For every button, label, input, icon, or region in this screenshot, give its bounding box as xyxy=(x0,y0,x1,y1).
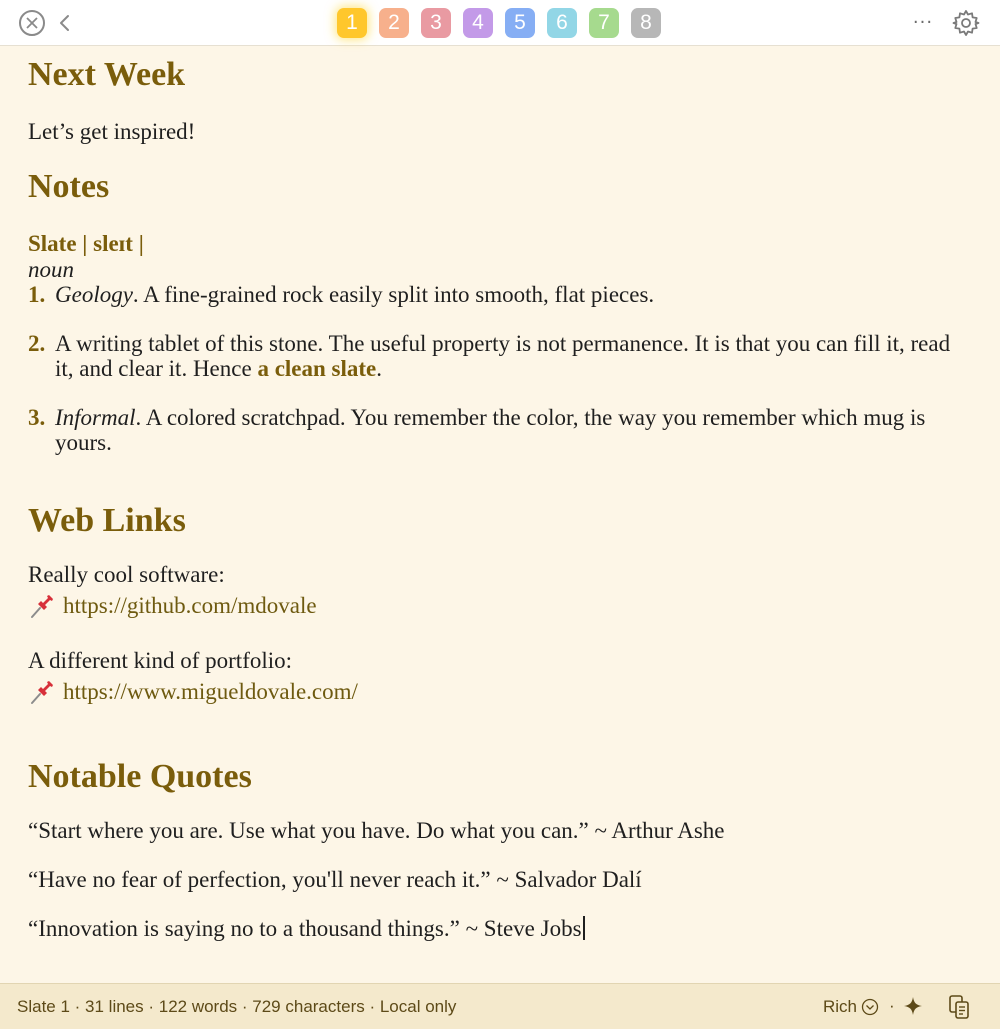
heading-web-links: Web Links xyxy=(28,502,186,539)
quote-last xyxy=(28,916,585,941)
definition-number: 2. xyxy=(28,331,46,356)
tab-1[interactable]: 1 xyxy=(337,8,367,38)
quote: “Have no fear of perfection, you'll never reach it.” ~ Salvador Dalí xyxy=(28,867,642,892)
text-cursor xyxy=(583,916,585,940)
gear-icon xyxy=(951,8,981,38)
slate-tabs xyxy=(337,8,661,38)
definition-3 xyxy=(28,405,973,455)
definition-2 xyxy=(28,331,973,381)
copy-icon[interactable] xyxy=(947,994,971,1020)
tab-6[interactable]: 6 xyxy=(547,8,577,38)
definition-1 xyxy=(28,282,973,307)
tab-7[interactable]: 7 xyxy=(589,8,619,38)
link-label: Really cool software: xyxy=(28,562,225,587)
heading-notable-quotes: Notable Quotes xyxy=(28,758,252,795)
definition-end: . xyxy=(376,356,382,381)
tab-4[interactable]: 4 xyxy=(463,8,493,38)
close-icon xyxy=(25,16,39,30)
dictionary-term: Slate | sleɪt | xyxy=(28,231,144,256)
mode-selector[interactable] xyxy=(823,997,879,1017)
more-options-button[interactable] xyxy=(910,8,936,36)
definition-text: . A fine-grained rock easily split into smooth, flat pieces. xyxy=(132,282,655,307)
link-github[interactable]: https://github.com/mdovale xyxy=(63,593,317,618)
separator: · xyxy=(889,996,895,1015)
back-button[interactable] xyxy=(57,12,71,34)
ellipsis-icon: ··· xyxy=(912,11,934,33)
link-label: A different kind of portfolio: xyxy=(28,648,293,673)
pushpin-icon xyxy=(28,592,56,620)
definition-field: Informal xyxy=(55,405,136,430)
tab-2[interactable]: 2 xyxy=(379,8,409,38)
sparkle-icon[interactable] xyxy=(902,995,924,1017)
close-button[interactable] xyxy=(19,10,45,36)
definition-text: A writing tablet of this stone. The useful property is not permanence. It is that you can fill it, read it, and clear it. Hence xyxy=(55,331,951,381)
link-row xyxy=(28,592,317,620)
definition-number: 3. xyxy=(28,405,46,430)
definition-number: 1. xyxy=(28,282,46,307)
definition-field: Geology xyxy=(55,282,133,307)
next-week-text: Let’s get inspired! xyxy=(28,119,196,144)
emphasis-text: a clean slate xyxy=(257,356,377,381)
part-of-speech: noun xyxy=(28,257,74,282)
link-portfolio[interactable]: https://www.migueldovale.com/ xyxy=(63,679,358,704)
top-toolbar xyxy=(0,0,1000,46)
mode-label: Rich xyxy=(823,997,858,1016)
tab-5[interactable]: 5 xyxy=(505,8,535,38)
tab-8[interactable]: 8 xyxy=(631,8,661,38)
chevron-left-icon xyxy=(57,12,71,34)
quote: “Start where you are. Use what you have. Do what you can.” ~ Arthur Ashe xyxy=(28,818,725,843)
document-stats: Slate 1 · 31 lines · 122 words · 729 characters · Local only xyxy=(17,997,457,1016)
status-bar xyxy=(0,983,1000,1029)
heading-notes: Notes xyxy=(28,168,110,205)
chevron-down-circle-icon xyxy=(861,998,879,1016)
quote: “Innovation is saying no to a thousand things.” ~ Steve Jobs xyxy=(28,916,582,941)
heading-next-week: Next Week xyxy=(28,56,186,93)
link-row xyxy=(28,678,358,706)
pushpin-icon xyxy=(28,678,56,706)
settings-button[interactable] xyxy=(951,8,981,38)
tab-3[interactable]: 3 xyxy=(421,8,451,38)
definition-text: . A colored scratchpad. You remember the color, the way you remember which mug is yours. xyxy=(55,405,926,455)
